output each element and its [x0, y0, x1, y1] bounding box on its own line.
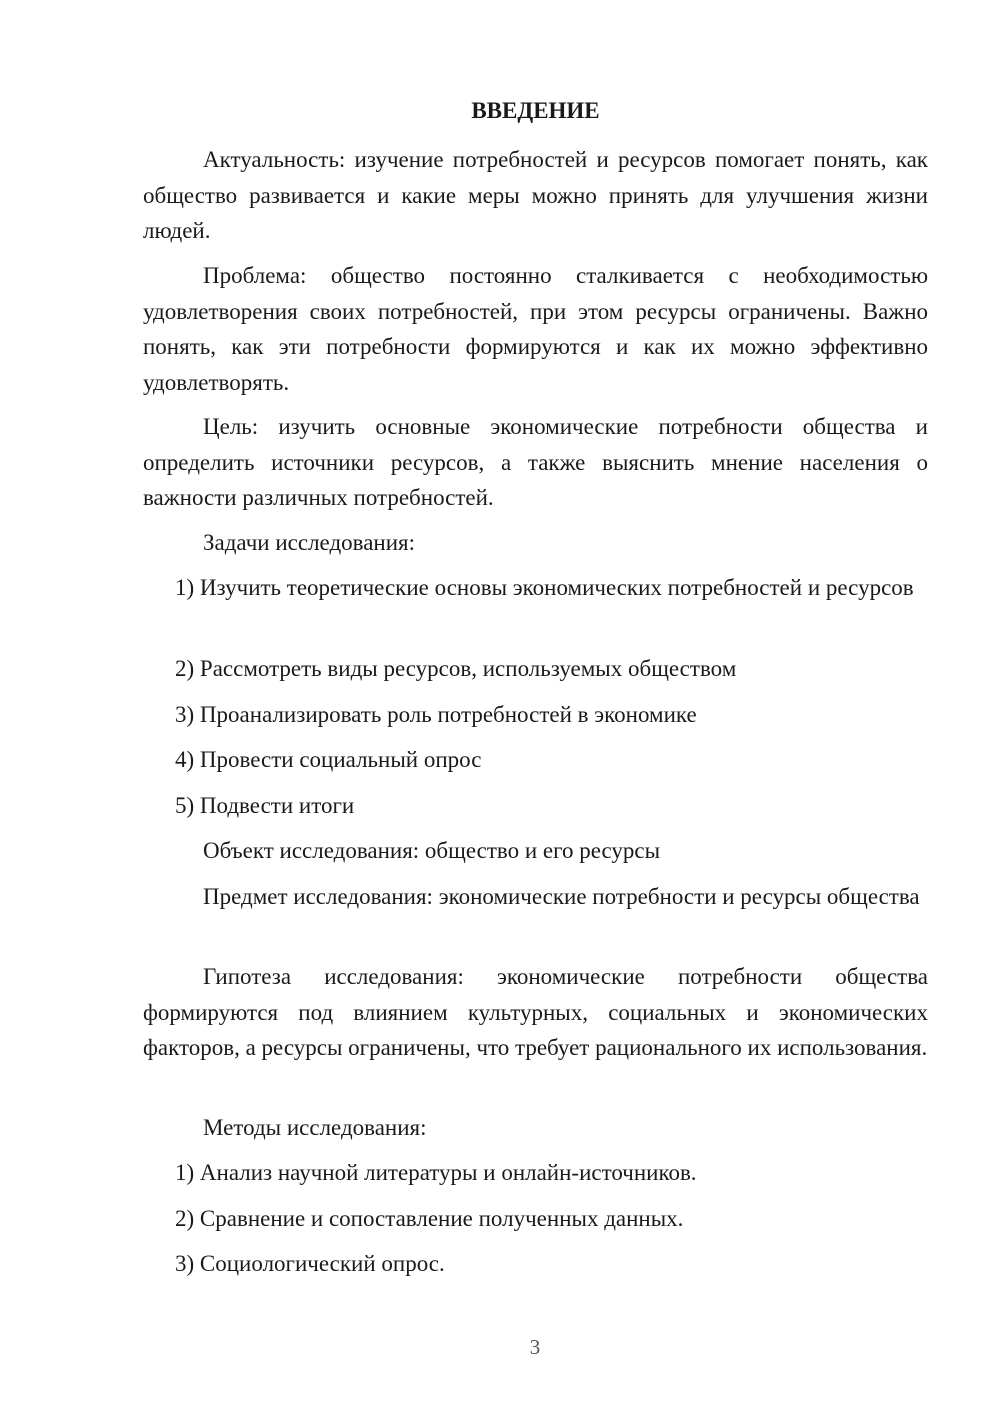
relevance-paragraph: Актуальность: изучение потребностей и ресурсов помогает понять, как общество развивается и какие меры можно принять для улучшения жизни людей.: [143, 147, 928, 243]
method-item-3: 3) Социологический опрос.: [175, 1251, 445, 1276]
tasks-heading: Задачи исследования:: [203, 530, 416, 555]
task-item-2: 2) Рассмотреть виды ресурсов, используемых обществом: [175, 656, 737, 681]
method-item-1: 1) Анализ научной литературы и онлайн-источников.: [175, 1160, 697, 1185]
task-item-4: 4) Провести социальный опрос: [175, 747, 482, 772]
method-item-2: 2) Сравнение и сопоставление полученных данных.: [175, 1206, 684, 1231]
methods-heading: Методы исследования:: [203, 1115, 427, 1140]
task-item-3: 3) Проанализировать роль потребностей в экономике: [175, 702, 697, 727]
problem-paragraph: Проблема: общество постоянно сталкивается с необходимостью удовлетворения своих потребностей, при этом ресурсы ограничены. Важно понять, как эти потребности формируются и как их можно эффективно удовлетворять.: [143, 263, 928, 395]
page-number: 3: [529, 1335, 541, 1359]
object-paragraph: Объект исследования: общество и его ресурсы: [203, 838, 661, 863]
goal-paragraph: Цель: изучить основные экономические потребности общества и определить источники ресурсов, а также выяснить мнение населения о важности различных потребностей.: [143, 414, 928, 510]
task-item-5: 5) Подвести итоги: [175, 793, 355, 818]
task-item-1: 1) Изучить теоретические основы экономических потребностей и ресурсов: [175, 575, 914, 600]
hypothesis-paragraph: Гипотеза исследования: экономические потребности общества формируются под влиянием культурных, социальных и экономических факторов, а ресурсы ограничены, что требует рационального их использования.: [143, 964, 928, 1060]
page-title: ВВЕДЕНИЕ: [471, 98, 600, 123]
subject-paragraph: Предмет исследования: экономические потребности и ресурсы общества: [203, 884, 920, 909]
